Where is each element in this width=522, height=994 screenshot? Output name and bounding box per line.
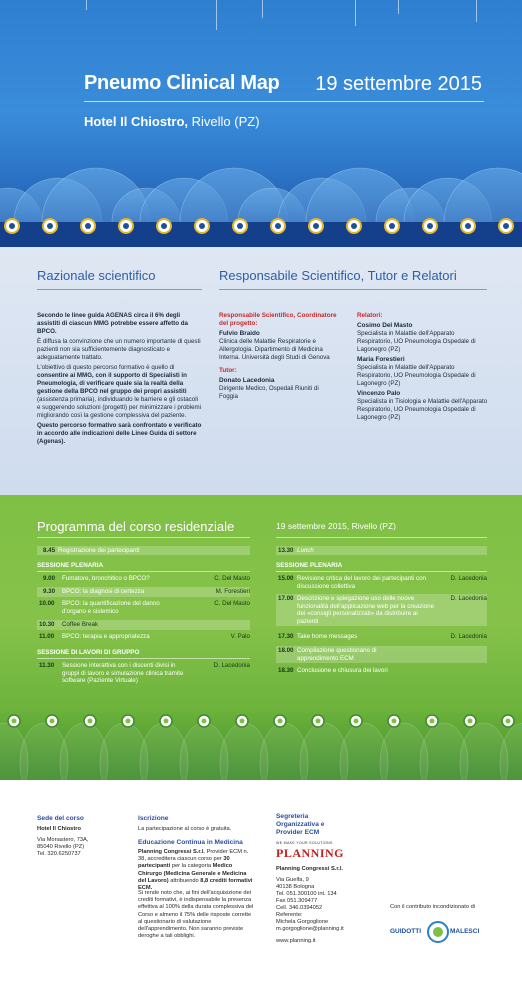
ecm-text (138, 849, 256, 892)
program-desc: Lunch (297, 547, 314, 554)
venue-name: Hotel Il Chiostro, (84, 114, 188, 129)
sede-address: 85040 Rivello (PZ) (37, 844, 85, 850)
program-row (37, 546, 250, 555)
venue-city: Rivello (PZ) (191, 114, 260, 129)
ecm-note: Si rende noto che, ai fini dell'acquisizione dei crediti formativi, è indispensabile la presenza effettiva al 100% della durata complessiva del Corso e almeno il 75% delle risposte corrette al questionario di valutazione dell'apprendimento. Non saranno previste deroghe a tali obblighi. (138, 890, 254, 940)
planning-tagline: WE MAKE YOUR SOLUTIONS (276, 841, 333, 845)
program-time: 8.45 (43, 547, 56, 554)
sede-phone: Tel. 320.6250737 (37, 851, 81, 857)
sede-heading: Sede del corso (37, 815, 84, 822)
header-divider (84, 101, 484, 102)
header-dot-center (47, 223, 53, 229)
sede-name: Hotel Il Chiostro (37, 826, 81, 832)
razionale-paragraph: Questo percorso formativo sarà confrontato e verificato in accordo alle indicazioni delle Linee Guida di settore (Agenas). (37, 422, 202, 445)
session-heading: SESSIONE PLENARIA (37, 562, 104, 569)
program-time: 15.00 (278, 575, 294, 582)
program-time: 17.00 (278, 595, 294, 602)
program-row (37, 633, 250, 643)
program-divider (37, 571, 250, 572)
header-hanging-line (398, 0, 399, 14)
program-dot-center (316, 719, 321, 724)
relatore-name: Cosimo Del Masto (357, 322, 413, 329)
program-desc: Registrazione dei partecipanti (58, 547, 140, 554)
tutor-name: Donato Lacedonia (219, 377, 275, 384)
header-banner (0, 0, 522, 247)
program-desc: Conclusione e chiusura dei lavori (297, 667, 388, 674)
program-dot-center (278, 719, 283, 724)
program-desc: Revisione critica del lavoro dei partecipanti con discussione collettiva (297, 575, 426, 590)
program-divider (276, 537, 487, 538)
program-row (276, 646, 487, 663)
section-heading-responsabile: Responsabile Scientifico, Tutor e Relatori (219, 268, 457, 283)
program-desc: Take home messages (297, 633, 358, 640)
razionale-text (37, 312, 202, 446)
program-row (37, 587, 250, 597)
program-time: 18.00 (278, 647, 294, 654)
program-speaker: D. Lacedonia (450, 595, 487, 602)
program-dot-center (468, 719, 473, 724)
relatore-role: Specialista in Malattie dell'Apparato Respiratorio, UO Pneumologia Ospedale di Lagonegro (PZ) (357, 364, 476, 387)
program-arc (500, 723, 522, 780)
header-dot-center (237, 223, 243, 229)
program-dot-center (240, 719, 245, 724)
program-time: 10.30 (39, 621, 55, 628)
program-row (37, 600, 250, 616)
program-speaker: C. Del Masto (214, 600, 250, 607)
razionale-paragraph: È diffusa la convinzione che un numero importante di questi pazienti non sia sufficientemente diagnosticato e adeguatamente trattato. (37, 338, 201, 361)
program-dot-center (164, 719, 169, 724)
program-time: 10.00 (39, 600, 55, 607)
relatori-block (357, 312, 489, 422)
program-title: Programma del corso residenziale (37, 519, 235, 534)
relatore-role: Specialista in Tisiologia e Malattie dell'Apparato Respiratorio, UO Pneumologia Ospedale di Lagonegro (PZ) (357, 398, 488, 421)
ecm-text-part: attribuendo (168, 877, 201, 884)
relatore-name: Vincenzo Palo (357, 390, 401, 397)
program-row (276, 633, 487, 643)
segreteria-heading: Segreteria Organizzativa e Provider ECM (276, 813, 325, 836)
program-time: 11.00 (39, 633, 55, 640)
ecm-text-part: Provider ECM n. 38, accreditera ciascun corso per (138, 849, 249, 863)
segreteria-website[interactable]: www.planning.it (276, 938, 316, 944)
section-divider (37, 289, 202, 290)
segreteria-cell: Cell. 346.0394052 (276, 905, 323, 911)
event-date: 19 settembre 2015 (315, 73, 482, 95)
venue (84, 114, 260, 129)
program-desc: Compilazione questionario di apprendimento ECM (297, 647, 377, 662)
program-dot-center (430, 719, 435, 724)
relatore-name: Maria Forestieri (357, 356, 405, 363)
segreteria-address: 40138 Bologna (276, 884, 315, 890)
segreteria-ref-label: Referente: (276, 912, 303, 918)
header-dot-center (275, 223, 281, 229)
program-date: 19 settembre 2015, Rivello (PZ) (276, 521, 396, 531)
header-hanging-line (355, 0, 356, 26)
ecm-text-bold: Medico Chirurgo (Medicina Generale e Medicina del Lavoro) (138, 863, 247, 884)
program-desc: BPCO: terapia e appropriatezza (62, 633, 150, 640)
program-speaker: D. Lacedonia (213, 662, 250, 669)
program-row (276, 594, 487, 626)
ecm-text-bold: 8,8 crediti formativi ECM. (138, 877, 253, 892)
program-divider (37, 658, 250, 659)
footer (0, 780, 522, 994)
iscrizione-heading: Iscrizione (138, 815, 169, 822)
program-dot-center (126, 719, 131, 724)
sponsor-name-right: MALESCI (450, 928, 480, 935)
program-speaker: M. Forestieri (215, 588, 250, 595)
program-dot-center (12, 719, 17, 724)
planning-logo: PLANNING (276, 846, 345, 860)
header-dot-center (313, 223, 319, 229)
responsabile-name: Fulvio Braido (219, 330, 260, 337)
header-dot-center (9, 223, 15, 229)
program-time: 9.30 (43, 588, 56, 595)
program-time: 13.30 (278, 547, 294, 554)
header-hanging-line (262, 0, 263, 18)
iscrizione-text: La partecipazione al corso è gratuita. (138, 826, 232, 832)
program-desc: Sessione interattiva con i discenti divisi in gruppi di lavoro e simulazione clinica tramite software (Paziente Virtuale) (62, 662, 184, 685)
header-hanging-line (86, 0, 87, 10)
program-desc: Coffee Break (62, 621, 99, 628)
program-row (276, 667, 487, 677)
segreteria-fax: Fax 051.309477 (276, 898, 318, 904)
segreteria-email[interactable]: m.gorgoglione@planning.it (276, 926, 344, 932)
program-speaker: D. Lacedonia (450, 575, 487, 582)
header-dot-center (161, 223, 167, 229)
program-time: 17.30 (278, 633, 294, 640)
program-time: 9.00 (43, 575, 56, 582)
razionale-text-part: (assistenza primaria), individuando le barriere e gli ostacoli e suggerendo soluzioni (progetti) per minimizzare i problemi migliorando così la gestione complessiva del paziente. (37, 396, 202, 419)
header-dot-center (427, 223, 433, 229)
header-dot-center (85, 223, 91, 229)
relatore-role: Specialista in Malattie dell'Apparato Respiratorio, UO Pneumologia Ospedale di Lagonegro (PZ) (357, 330, 476, 353)
header-dot-center (351, 223, 357, 229)
program-row (276, 575, 487, 591)
program-dot-center (88, 719, 93, 724)
program-dot-center (392, 719, 397, 724)
segreteria-address: Via Guelfa, 9 (276, 877, 309, 883)
section-divider (219, 289, 487, 290)
responsabile-heading: Responsabile Scientifico, Coordinatore del progetto: (219, 312, 337, 327)
guidotti-malesci-logo (390, 920, 486, 944)
session-heading: SESSIONE PLENARIA (276, 562, 343, 569)
ecm-text-bold: 30 partecipanti (138, 856, 230, 870)
razionale-paragraph: Secondo le linee guida AGENAS circa il 6% degli assistiti di ciascun MMG potrebbe essere affetto da BPCO. (37, 312, 188, 335)
responsabile-role: Clinica delle Malattie Respiratorie e Allergologia. Dipartimento di Medicina Interna. Università degli Studi di Genova (219, 338, 330, 361)
header-dot-center (503, 223, 509, 229)
contributo-text: Con il contributo incondizionato di (390, 904, 476, 910)
page-title: Pneumo Clinical Map (84, 72, 280, 94)
razionale-text-part: L'obiettivo di questo percorso formativo è quello di (37, 364, 175, 371)
program-desc: Fumatore, bronchitico o BPCO? (62, 575, 150, 582)
ecm-text-bold: Planning Congressi S.r.l. (138, 849, 205, 855)
ecm-text-part: per la categoria (170, 863, 213, 870)
program-row (37, 620, 250, 630)
segreteria-company: Planning Congressi S.r.l. (276, 866, 343, 872)
header-arc-decoration (0, 0, 522, 247)
relatori-heading: Relatori: (357, 312, 383, 319)
ecm-heading: Educazione Continua in Medicina (138, 839, 243, 846)
program-time: 11.30 (39, 662, 55, 669)
program-dot-center (50, 719, 55, 724)
program-divider (37, 537, 250, 538)
razionale-text-bold: consentire ai MMG, con il supporto di Specialisti in Pneumologia, di verificare quale sia la realtà della gestione della BPCO nel gruppo dei propri assistiti (37, 372, 187, 395)
program-speaker: V. Palo (230, 633, 250, 640)
header-dot-center (199, 223, 205, 229)
program-time: 18.30 (278, 667, 294, 674)
program-dot-center (506, 719, 511, 724)
program-row (37, 575, 250, 585)
program-divider (276, 571, 487, 572)
header-hanging-line (476, 0, 477, 22)
program-row (276, 546, 487, 555)
program-speaker: C. Del Masto (214, 575, 250, 582)
header-dot-center (123, 223, 129, 229)
header-dot-center (465, 223, 471, 229)
responsabile-block (219, 312, 339, 401)
tutor-heading: Tutor: (219, 367, 237, 374)
section-heading-razionale: Razionale scientifico (37, 268, 156, 283)
program-speaker: D. Lacedonia (450, 633, 487, 640)
header-dot-center (389, 223, 395, 229)
program-dot-center (202, 719, 207, 724)
segreteria-tel: Tel. 051.300100 int. 134 (276, 891, 337, 897)
program-row (37, 662, 250, 686)
tutor-role: Dirigente Medico, Ospedali Riuniti di Foggia (219, 385, 319, 400)
sede-address: Via Monastero, 73A, (37, 837, 89, 843)
program-desc: BPCO: la quantificazione del danno d'organo e sistemico (62, 600, 160, 615)
sponsor-name-left: GUIDOTTI (390, 928, 422, 935)
program-dot-center (354, 719, 359, 724)
program-desc: Descrizione e spiegazione uso delle nuove funzionalità dell'applicazione web per la creazione dei «consigli personalizzati» da distribuire ai pazienti (297, 595, 435, 625)
session-heading: SESSIONE DI LAVORI DI GRUPPO (37, 649, 140, 656)
segreteria-ref-name: Michela Gorgoglione (276, 919, 329, 925)
header-hanging-line (216, 0, 217, 30)
program-desc: BPCO: la diagnosi di certezza (62, 588, 145, 595)
razionale-paragraph (37, 364, 202, 420)
